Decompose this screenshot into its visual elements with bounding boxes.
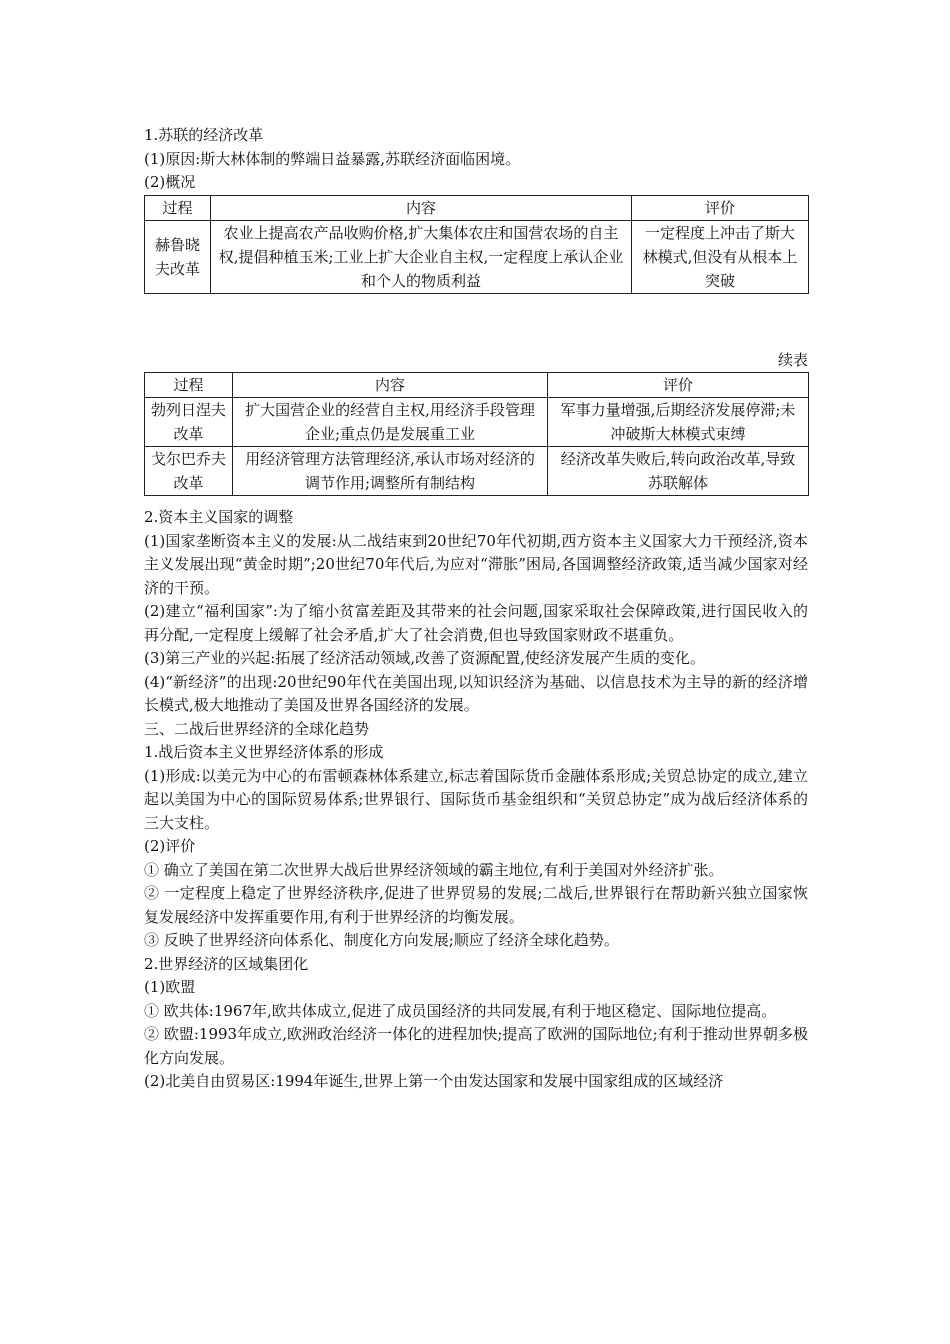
spacer xyxy=(144,294,808,349)
header-process: 过程 xyxy=(145,373,233,398)
header-content: 内容 xyxy=(211,195,632,220)
cell-evaluation: 经济改革失败后,转向政治改革,导致苏联解体 xyxy=(548,447,809,496)
paragraph-welfare-state: (2)建立“福利国家”:为了缩小贫富差距及其带来的社会问题,国家采取社会保障政策,进行国民收入的再分配,一定程度上缓解了社会矛盾,扩大了社会消费,但也导致国家财政不堪重负。 xyxy=(144,602,808,644)
evaluation-item-2: ② 一定程度上稳定了世界经济秩序,促进了世界贸易的发展;二战后,世界银行在帮助新兴独立国家恢复发展经济中发挥重要作用,有利于世界经济的均衡发展。 xyxy=(144,884,808,926)
document-page xyxy=(144,124,808,1094)
continued-label: 续表 xyxy=(777,350,808,369)
cell-process: 戈尔巴乔夫改革 xyxy=(145,447,233,496)
reform-table-1 xyxy=(144,195,809,294)
cell-process: 勃列日涅夫改革 xyxy=(145,398,233,447)
reform-table-2 xyxy=(144,372,809,496)
globalization-section xyxy=(144,718,808,1094)
evaluation-label: (2)评价 xyxy=(144,837,196,855)
header-evaluation: 评价 xyxy=(632,195,809,220)
evaluation-item-3: ③ 反映了世界经济向体系化、制度化方向发展;顺应了经济全球化趋势。 xyxy=(144,931,619,949)
eu-label: (1)欧盟 xyxy=(144,978,196,996)
paragraph-tertiary-industry: (3)第三产业的兴起:拓展了经济活动领域,改善了资源配置,使经济发展产生质的变化。 xyxy=(144,649,705,667)
section-title-globalization: 三、二战后世界经济的全球化趋势 xyxy=(144,719,370,738)
paragraph-state-monopoly: (1)国家垄断资本主义的发展:从二战结束到20世纪70年代初期,西方资本主义国家大力干预经济,资本主义发展出现“黄金时期”;20世纪70年代后,为应对“滞胀”困局,各国调整经济政策,适当减少国家对经济的干预。 xyxy=(144,531,808,597)
table-row xyxy=(145,447,809,496)
section-title-capitalist: 2.资本主义国家的调整 xyxy=(144,508,294,526)
subsection-title-regional: 2.世界经济的区域集团化 xyxy=(144,954,309,973)
cell-process: 赫鲁晓夫改革 xyxy=(145,220,211,293)
table-header-row xyxy=(145,373,809,398)
table-row xyxy=(145,220,809,293)
paragraph-new-economy: (4)“新经济”的出现:20世纪90年代在美国出现,以知识经济为基础、以信息技术为主导的新的经济增长模式,极大地推动了美国及世界各国经济的发展。 xyxy=(144,672,808,714)
paragraph-nafta: (2)北美自由贸易区:1994年诞生,世界上第一个由发达国家和发展中国家组成的区域经济 xyxy=(144,1072,724,1090)
table-header-row xyxy=(145,195,809,220)
capitalist-adjustment-section xyxy=(144,506,808,718)
subsection-title-system: 1.战后资本主义世界经济体系的形成 xyxy=(144,743,384,761)
table-row xyxy=(145,398,809,447)
section-title-soviet-reform: 1.苏联的经济改革 xyxy=(144,126,264,144)
cell-content: 用经济管理方法管理经济,承认市场对经济的调节作用;调整所有制结构 xyxy=(233,447,548,496)
header-evaluation: 评价 xyxy=(548,373,809,398)
cell-content: 扩大国营企业的经营自主权,用经济手段管理企业;重点仍是发展重工业 xyxy=(233,398,548,447)
header-content: 内容 xyxy=(233,373,548,398)
reason-text: (1)原因:斯大林体制的弊端日益暴露,苏联经济面临困境。 xyxy=(144,149,521,168)
cell-evaluation: 一定程度上冲击了斯大林模式,但没有从根本上突破 xyxy=(632,220,809,293)
paragraph-formation: (1)形成:以美元为中心的布雷顿森林体系建立,标志着国际货币金融体系形成;关贸总协定的成立,建立起以美国为中心的国际贸易体系;世界银行、国际货币基金组织和“关贸总协定”成为战后经济体系的三大支柱。 xyxy=(144,766,808,832)
cell-content: 农业上提高农产品收购价格,扩大集体农庄和国营农场的自主权,提倡种植玉米;工业上扩大企业自主权,一定程度上承认企业和个人的物质利益 xyxy=(211,220,632,293)
paragraph-eu: ② 欧盟:1993年成立,欧洲政治经济一体化的进程加快;提高了欧洲的国际地位;有利于推动世界朝多极化方向发展。 xyxy=(144,1025,808,1067)
overview-label: (2)概况 xyxy=(144,173,196,191)
cell-evaluation: 军事力量增强,后期经济发展停滞;未冲破斯大林模式束缚 xyxy=(548,398,809,447)
header-process: 过程 xyxy=(145,195,211,220)
paragraph-ec: ① 欧共体:1967年,欧共体成立,促进了成员国经济的共同发展,有利于地区稳定、国际地位提高。 xyxy=(144,1001,777,1020)
evaluation-item-1: ① 确立了美国在第二次世界大战后世界经济领域的霸主地位,有利于美国对外经济扩张。 xyxy=(144,860,724,879)
